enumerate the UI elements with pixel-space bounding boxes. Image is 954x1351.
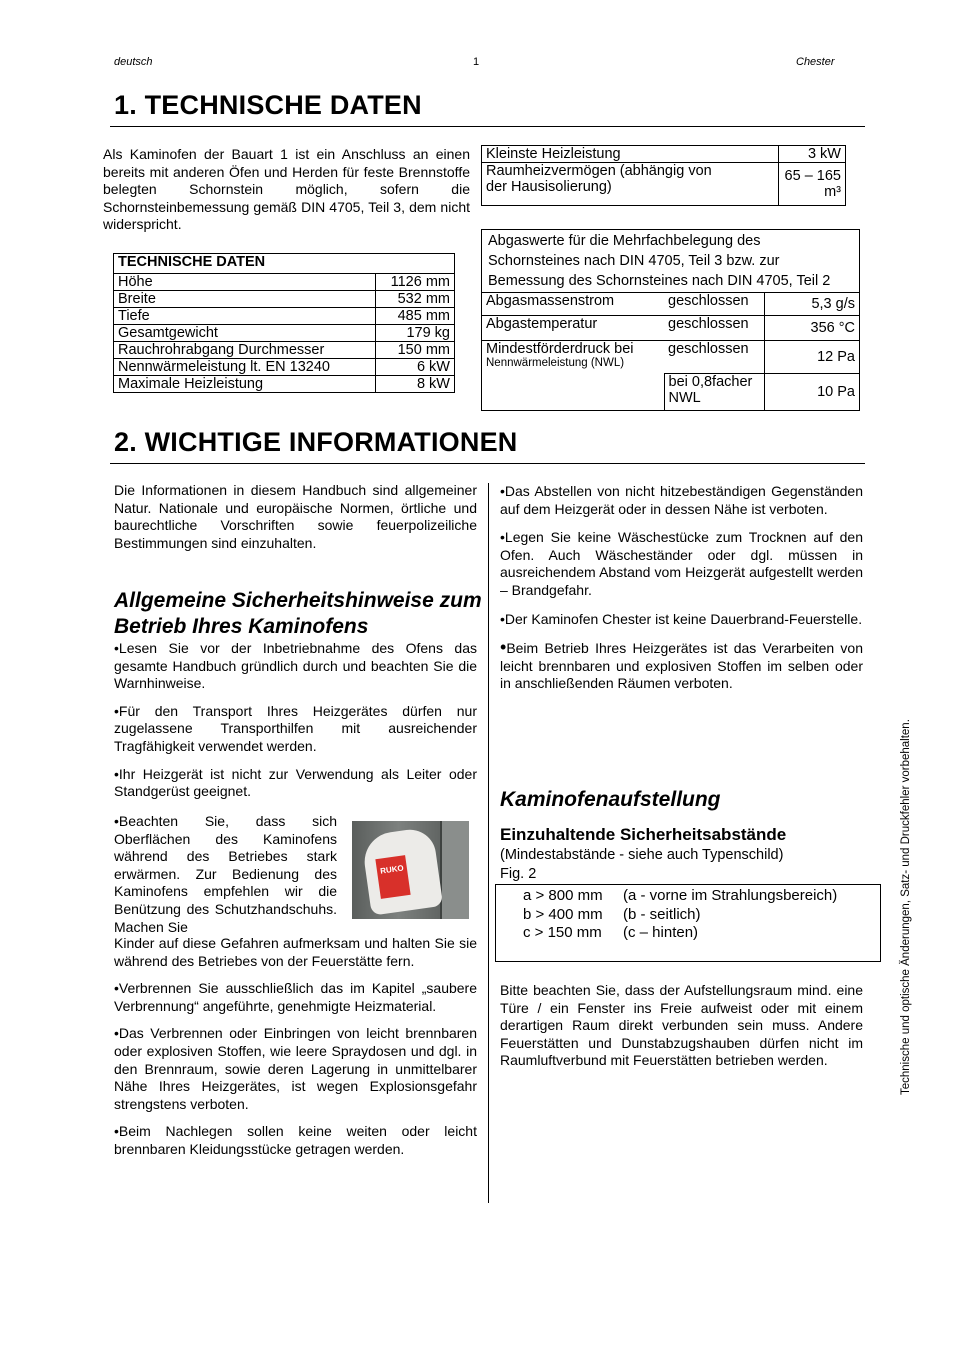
distance-desc: (c – hinten) — [623, 924, 699, 941]
table-row — [114, 359, 455, 376]
table-row — [482, 163, 846, 206]
list-item — [114, 1123, 477, 1158]
list-item — [114, 980, 477, 1015]
bullet-icon: • — [114, 813, 119, 829]
distance-row — [523, 887, 837, 906]
list-item-text: Beachten Sie, dass sich Oberflächen des Kaminofens während des Betriebes stark erwärmen. Zur Bedienung des Kaminofens empfehlen wir die Benützung des Schutzhandschuhs. Machen Sie — [114, 813, 337, 935]
room-heating-label: Raumheizvermögen (abhängig von der Hausisolierung) — [482, 163, 779, 206]
bullet-icon: • — [500, 529, 505, 546]
section2-heading: 2. WICHTIGE INFORMATIONEN — [114, 427, 518, 457]
distances-box — [495, 884, 881, 962]
bullet-icon: • — [114, 640, 119, 656]
heat-output-table — [481, 145, 846, 206]
exhaust-label: Abgasmassenstrom — [482, 293, 665, 316]
list-item — [114, 640, 477, 693]
list-item-text: Beim Nachlegen sollen keine weiten oder leicht brennbaren Kleidungsstücke getragen werden. — [114, 1123, 477, 1157]
bullet-icon: • — [114, 1025, 119, 1042]
list-item — [114, 813, 337, 936]
bullet-icon: • — [500, 637, 507, 658]
table-row — [482, 293, 860, 316]
exhaust-state: geschlossen — [664, 316, 765, 341]
section1-rule — [110, 126, 865, 127]
row-value: 6 kW — [376, 359, 455, 376]
protective-glove-image — [352, 821, 469, 919]
list-item — [500, 639, 863, 693]
list-item — [114, 1025, 477, 1113]
list-item-text: Verbrennen Sie ausschließlich das im Kapitel „saubere Verbrennung“ angeführte, genehmigte Heizmaterial. — [114, 980, 477, 1014]
bullet-icon: • — [114, 1123, 119, 1140]
page-number: 1 — [473, 56, 480, 68]
bullet-icon: • — [114, 702, 119, 719]
list-item — [114, 766, 477, 801]
room-note: Bitte beachten Sie, dass der Aufstellungsraum mind. eine Türe / ein Fenster ins Freie aufweist oder mit einem derartigen Raum direkt verbunden sein muss. Andere Feuerstätten und Dunstabzugshauben dürfen nicht im Raumluftverbund mit Feuerstätten betrieben werden. — [500, 982, 863, 1069]
safety-heading: Allgemeine Sicherheitshinweise zum Betrieb Ihres Kaminofens — [114, 589, 482, 638]
fig-label: Fig. 2 — [500, 866, 537, 882]
exhaust-state: geschlossen — [664, 341, 765, 374]
distance-row — [523, 924, 837, 943]
row-label: Maximale Heizleistung — [114, 376, 376, 393]
exhaust-value: 12 Pa — [765, 341, 860, 374]
exhaust-values-table — [481, 229, 860, 411]
bullet-icon: • — [114, 765, 119, 782]
list-item-text: Ihr Heizgerät ist nicht zur Verwendung als Leiter oder Standgerüst geeignet. — [114, 765, 477, 800]
row-label: Rauchrohrabgang Durchmesser — [114, 342, 376, 359]
list-item — [114, 703, 477, 756]
room-heating-value: 65 – 165 m³ — [779, 163, 846, 206]
exhaust-state: geschlossen — [664, 293, 765, 316]
exhaust-state: bei 0,8facher NWL — [664, 374, 765, 411]
list-item — [500, 611, 863, 629]
row-value: 179 kg — [376, 325, 455, 342]
bullet-icon: • — [500, 610, 505, 627]
table-row — [114, 376, 455, 393]
exhaust-caption: Abgaswerte für die Mehrfachbelegung des Schornsteines nach DIN 4705, Teil 3 bzw. zur Bemessung des Schornsteines nach DIN 4705, Teil 2 — [482, 230, 860, 293]
list-item-text: Beim Betrieb Ihres Heizgerätes ist das Verarbeiten von leicht brennbaren und explosiven Stoffen im selben oder in anschließenden Räumen verboten. — [500, 640, 863, 692]
row-label: Nennwärmeleistung lt. EN 13240 — [114, 359, 376, 376]
section1-heading: 1. TECHNISCHE DATEN — [114, 90, 422, 120]
list-item-text: Der Kaminofen Chester ist keine Dauerbrand-Feuerstelle. — [504, 610, 863, 627]
list-item-text: Das Verbrennen oder Einbringen von leicht brennbaren oder explosiven Stoffen, wie leere Spraydosen und dgl. in den Brennraum, sowie deren Lagerung in unmittelbarer Nähe Ihres Heizgerätes, ist wegen Explosionsgefahr strengstens verboten. — [114, 1025, 477, 1112]
install-heading: Kaminofenaufstellung — [500, 788, 721, 811]
table-row — [482, 316, 860, 341]
table-row — [482, 341, 860, 374]
side-disclaimer: Technische und optische Änderungen, Satz- und Druckfehler vorbehalten. — [900, 719, 912, 1095]
distance-row — [523, 906, 837, 925]
table-row — [114, 308, 455, 325]
exhaust-value: 5,3 g/s — [765, 293, 860, 316]
list-item-text: Kinder auf diese Gefahren aufmerksam und halten Sie sie während des Betriebes von der Feuerstätte fern. — [114, 935, 477, 969]
table-row — [114, 274, 455, 291]
exhaust-value: 10 Pa — [765, 374, 860, 411]
tech-table-title: TECHNISCHE DATEN — [114, 254, 455, 274]
bullet-icon: • — [500, 483, 505, 499]
list-item — [500, 529, 863, 599]
list-item-text: Lesen Sie vor der Inbetriebnahme des Ofens das gesamte Handbuch gründlich durch und beachten Sie die Warnhinweise. — [114, 640, 477, 692]
bullet-icon: • — [114, 980, 119, 997]
table-row — [114, 325, 455, 342]
min-output-label: Kleinste Heizleistung — [482, 146, 779, 163]
header-language: deutsch — [114, 56, 153, 68]
row-label: Gesamtgewicht — [114, 325, 376, 342]
row-value: 485 mm — [376, 308, 455, 325]
table-row — [114, 342, 455, 359]
distance-desc: (a - vorne im Strahlungsbereich) — [623, 887, 838, 904]
min-output-value: 3 kW — [779, 146, 846, 163]
list-item — [114, 935, 477, 970]
exhaust-label — [482, 341, 665, 411]
header-model: Chester — [796, 56, 835, 68]
tech-data-table — [113, 253, 455, 393]
distances-sub: (Mindestabstände - siehe auch Typenschild) — [500, 847, 784, 863]
exhaust-label-main: Mindestförderdruck bei — [486, 341, 634, 357]
row-label: Tiefe — [114, 308, 376, 325]
bullet-list-right — [500, 483, 863, 704]
column-divider — [488, 483, 489, 1203]
row-value: 532 mm — [376, 291, 455, 308]
row-label: Höhe — [114, 274, 376, 291]
list-item-text: Legen Sie keine Wäschestücke zum Trocknen auf den Ofen. Auch Wäscheständer oder dgl. müssen in ausreichendem Abstand vom Heizgerät aufgestellt werden – Brandgefahr. — [500, 529, 863, 598]
section2-rule — [110, 463, 865, 464]
distances-heading: Einzuhaltende Sicherheitsabstände — [500, 825, 787, 844]
distance-value: b > 400 mm — [523, 905, 603, 923]
glove-label: RUKO — [375, 855, 410, 899]
exhaust-label-sub: Nennwärmeleistung (NWL) — [486, 357, 625, 369]
bullet-list-left-cont — [114, 935, 477, 1169]
row-value: 1126 mm — [376, 274, 455, 291]
list-item-text: Für den Transport Ihres Heizgerätes dürfen nur zugelassene Transporthilfen mit ausreichender Tragfähigkeit verwendet werden. — [114, 702, 477, 754]
distance-value: a > 800 mm — [523, 887, 603, 904]
table-row — [482, 146, 846, 163]
row-label: Breite — [114, 291, 376, 308]
row-value: 150 mm — [376, 342, 455, 359]
bullet-list-left — [114, 640, 477, 811]
row-value: 8 kW — [376, 376, 455, 393]
section2-intro: Die Informationen in diesem Handbuch sind allgemeiner Natur. Nationale und europäische Normen, örtliche und baurechtliche Vorschriften sowie feuerpolizeiliche Bestimmungen sind einzuhalten. — [114, 482, 477, 551]
list-item-text: Das Abstellen von nicht hitzebeständigen Gegenständen auf dem Heizgerät oder in dessen Nähe ist verboten. — [500, 483, 863, 517]
exhaust-label: Abgastemperatur — [482, 316, 665, 341]
table-row — [114, 291, 455, 308]
list-item — [500, 483, 863, 518]
distance-desc: (b - seitlich) — [623, 905, 701, 923]
section1-intro: Als Kaminofen der Bauart 1 ist ein Anschluss an einen bereits mit anderen Öfen und Herden für feste Brennstoffe belegten Schornstein möglich, sofern die Schornsteinbemessung gemäß DIN 4705, Teil 3, dem nicht widerspricht. — [103, 146, 470, 232]
distance-value: c > 150 mm — [523, 924, 602, 941]
exhaust-value: 356 °C — [765, 316, 860, 341]
